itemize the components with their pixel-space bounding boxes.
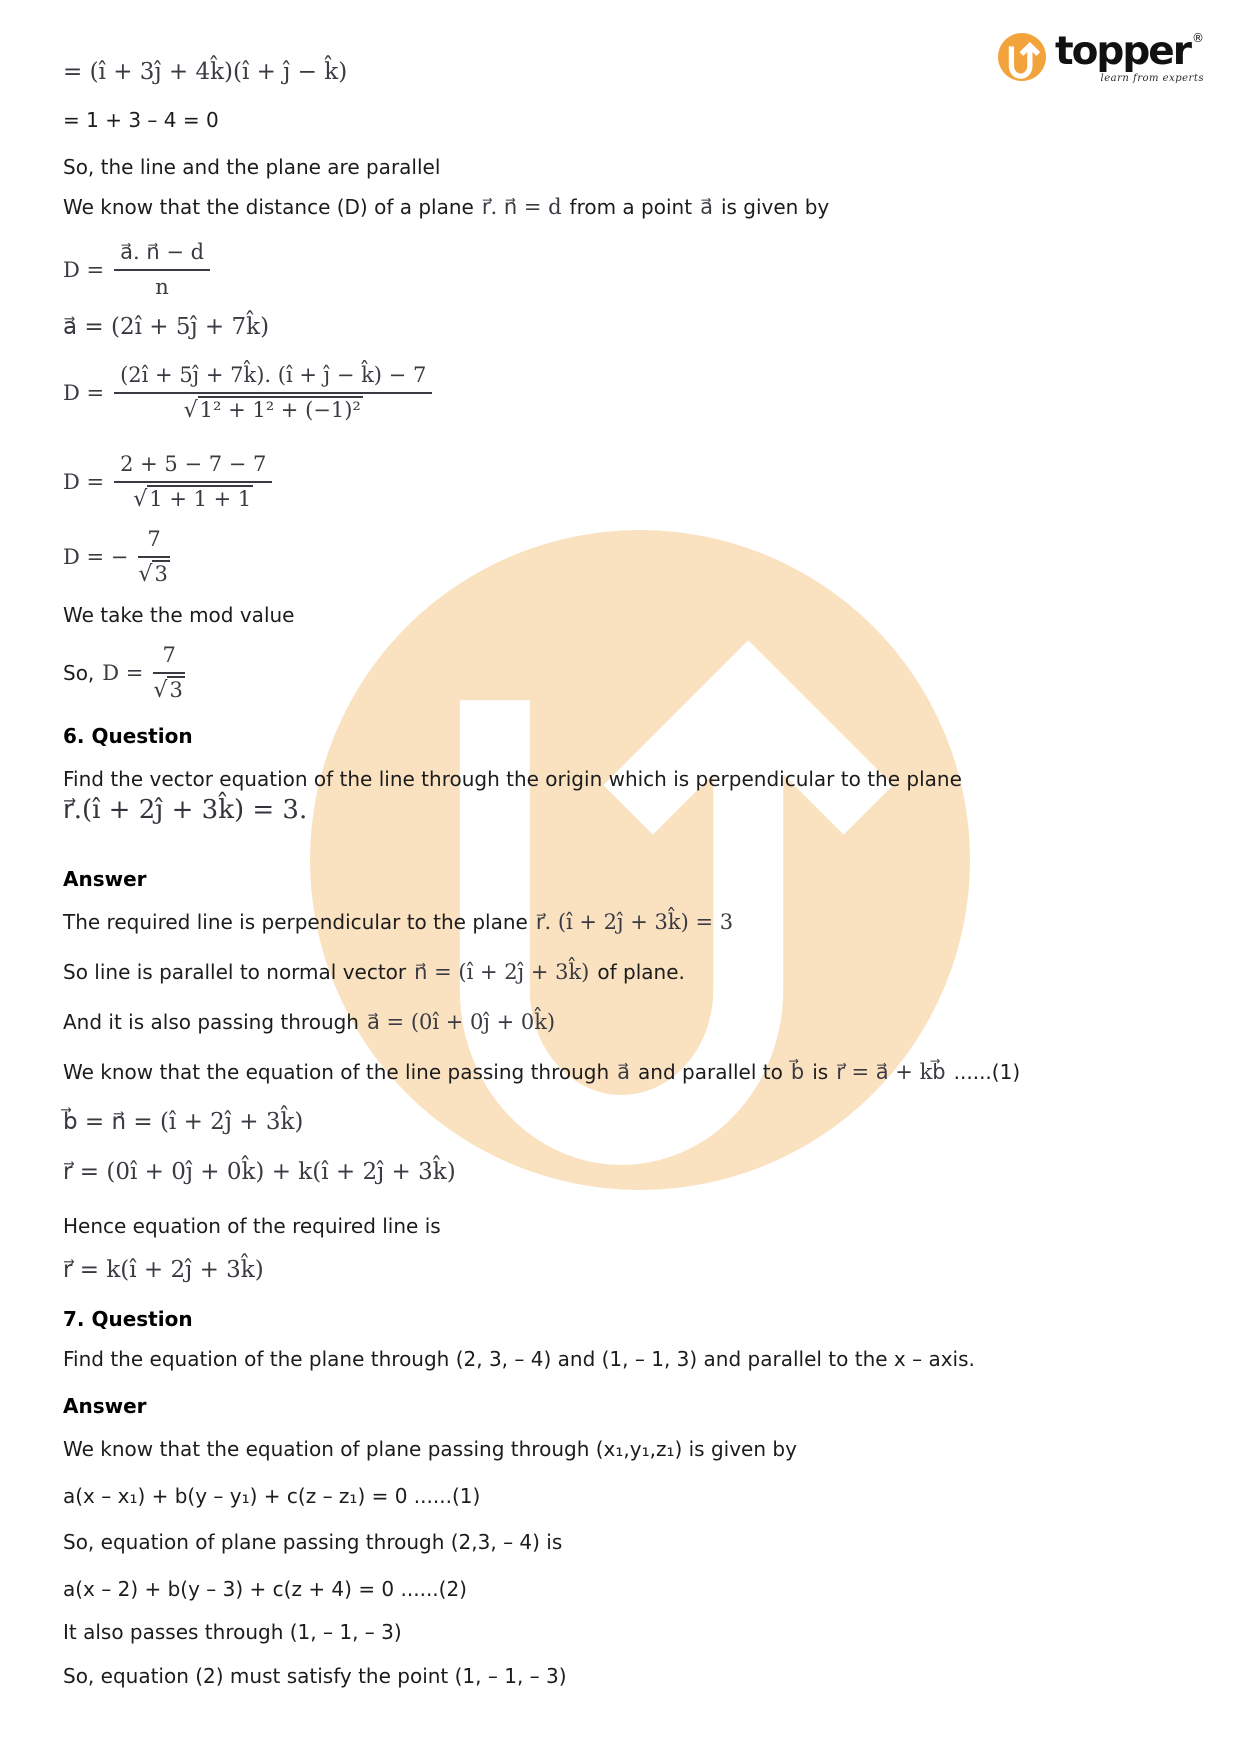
equation-dot-product: = (î + 3ĵ + 4k̂)(î + ĵ − k̂) — [63, 59, 348, 85]
logo-brand-name: topper — [1055, 29, 1190, 74]
radicand: 3 — [169, 678, 183, 702]
fraction-denominator — [114, 394, 432, 423]
answer-6-line-equation-of-line — [63, 1060, 1020, 1085]
radical-sign: √ — [153, 678, 168, 703]
equation-result-zero: = 1 + 3 – 4 = 0 — [63, 108, 219, 132]
answer-7-line-also-passes: It also passes through (1, – 1, – 3) — [63, 1620, 402, 1644]
question-7-text: Find the equation of the plane through (2, 3, – 4) and (1, – 1, 3) and parallel to the x – axis. — [63, 1347, 975, 1371]
text-segment: is given by — [720, 195, 830, 219]
answer-7-equation-1: a(x – x₁) + b(y – y₁) + c(z – z₁) = 0 ......(1) — [63, 1484, 481, 1508]
fraction-numerator: 7 — [153, 643, 184, 674]
answer-7-line-plane-through: So, equation of plane passing through (2,3, – 4) is — [63, 1530, 563, 1554]
answer-7-equation-2: a(x – 2) + b(y – 3) + c(z + 4) = 0 ......(2) — [63, 1577, 467, 1601]
fraction-numerator: 7 — [138, 527, 169, 558]
radicand: 1² + 1² + (−1)² — [199, 398, 361, 422]
fraction-denominator — [114, 483, 272, 512]
equation-distance-negative — [63, 527, 170, 587]
statement-hence-equation: Hence equation of the required line is — [63, 1214, 441, 1238]
fraction-numerator: 2 + 5 − 7 − 7 — [114, 452, 272, 483]
equation-distance-simplified — [63, 452, 272, 512]
text-segment: So line is parallel to normal vector — [63, 960, 407, 984]
answer-7-line-plane-formula-intro: We know that the equation of plane passing through (x₁,y₁,z₁) is given by — [63, 1437, 797, 1461]
equation-required-line: r⃗ = k(î + 2ĵ + 3k̂) — [63, 1257, 264, 1283]
equation-distance-final — [63, 643, 185, 703]
radicand: 3 — [154, 562, 168, 586]
radical-sign: √ — [138, 562, 153, 587]
text-segment: ......(1) — [953, 1060, 1021, 1084]
text-segment: We know that the distance (D) of a plane — [63, 195, 474, 219]
equation-distance-formula — [63, 240, 210, 300]
text-segment: And it is also passing through — [63, 1010, 359, 1034]
text-segment: from a point — [569, 195, 693, 219]
radical-sign: √ — [183, 398, 198, 423]
text-segment: is — [812, 1060, 829, 1084]
question-6-text: Find the vector equation of the line through the origin which is perpendicular to the plane — [63, 767, 962, 791]
math-lhs: D = — [63, 257, 105, 282]
equation-r-expanded: r⃗ = (0î + 0ĵ + 0k̂) + k(î + 2ĵ + 3k̂) — [63, 1159, 456, 1185]
logo-text-block — [1055, 29, 1204, 84]
answer-6-line-normal-vector — [63, 960, 685, 985]
fraction-denominator — [138, 558, 169, 587]
fraction — [114, 363, 432, 423]
math-lhs: D = — [63, 469, 105, 494]
fraction-numerator: (2î + 5ĵ + 7k̂). (î + ĵ − k̂) − 7 — [114, 363, 432, 394]
registered-trademark-symbol: ® — [1191, 31, 1204, 45]
statement-distance-formula-intro — [63, 195, 829, 220]
statement-mod-value: We take the mod value — [63, 603, 295, 627]
fraction-denominator — [153, 674, 184, 703]
fraction — [114, 240, 210, 300]
text-segment: We know that the equation of the line passing through — [63, 1060, 610, 1084]
answer-7-heading: Answer — [63, 1394, 147, 1418]
radicand: 1 + 1 + 1 — [149, 487, 252, 511]
statement-parallel: So, the line and the plane are parallel — [63, 155, 441, 179]
equation-vector-a: a⃗ = (2î + 5ĵ + 7k̂) — [63, 314, 270, 340]
fraction-denominator: n — [155, 275, 169, 299]
math-segment: a⃗ = (0î + 0ĵ + 0k̂) — [367, 1010, 556, 1034]
radical-sign: √ — [133, 487, 148, 512]
math-segment: r⃗. n⃗ = d — [481, 195, 562, 219]
question-7-heading: 7. Question — [63, 1307, 193, 1331]
text-segment: and parallel to — [638, 1060, 783, 1084]
answer-7-line-must-satisfy: So, equation (2) must satisfy the point (1, – 1, – 3) — [63, 1664, 567, 1688]
math-segment: a⃗ — [617, 1060, 631, 1084]
answer-6-line-perpendicular — [63, 910, 733, 935]
math-segment: r⃗. (î + 2ĵ + 3k̂) = 3 — [535, 910, 734, 934]
math-lhs: D = — [63, 380, 105, 405]
math-segment: n⃗ = (î + 2ĵ + 3k̂) — [414, 960, 590, 984]
math-lhs: D = − — [63, 544, 129, 569]
math-lhs: D = — [102, 660, 144, 685]
question-6-heading: 6. Question — [63, 724, 193, 748]
topper-u-arrow-icon — [998, 33, 1046, 81]
fraction-numerator: a⃗. n⃗ − d — [114, 240, 210, 271]
fraction — [138, 527, 169, 587]
text-segment: So, — [63, 660, 95, 685]
fraction — [114, 452, 272, 512]
text-segment: The required line is perpendicular to the plane — [63, 910, 528, 934]
math-segment: b⃗ — [790, 1060, 805, 1084]
logo-tagline: learn from experts — [1100, 73, 1204, 84]
answer-6-heading: Answer — [63, 867, 147, 891]
math-segment: r⃗ = a⃗ + kb⃗ — [836, 1060, 946, 1084]
equation-distance-substituted — [63, 363, 432, 423]
equation-b-equals-n: b⃗ = n⃗ = (î + 2ĵ + 3k̂) — [63, 1109, 304, 1135]
text-segment: of plane. — [597, 960, 685, 984]
fraction — [153, 643, 184, 703]
topper-logo — [998, 29, 1204, 84]
question-6-equation: r⃗.(î + 2ĵ + 3k̂) = 3. — [63, 795, 308, 825]
answer-6-line-passing-through — [63, 1010, 555, 1035]
math-segment: a⃗ — [700, 195, 713, 219]
